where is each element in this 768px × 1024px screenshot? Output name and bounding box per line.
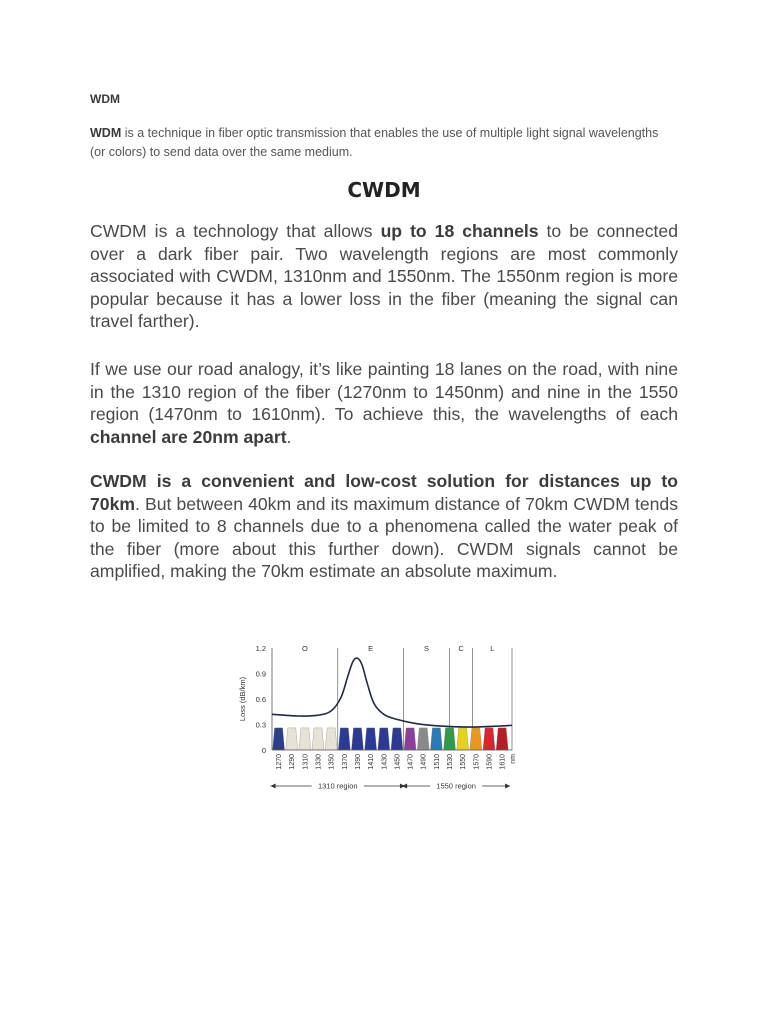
- channel-bar-1410: [365, 728, 377, 750]
- channel-bar-1390: [351, 728, 363, 750]
- channel-bar-1570: [470, 728, 482, 750]
- p1-bold: up to 18 channels: [380, 221, 539, 241]
- region-arrowhead-left: [271, 784, 276, 789]
- channel-bar-1610: [496, 728, 508, 750]
- chart-svg: [228, 632, 528, 802]
- p2-text-c: .: [286, 426, 292, 447]
- channel-bar-1430: [378, 728, 390, 750]
- band-label: C: [458, 644, 464, 653]
- p3-bold: CWDM is a convenient and low-cost solution for distances up to 70km: [90, 471, 678, 514]
- cwdm-paragraph-3: [90, 470, 678, 583]
- x-tick-label: 1330: [315, 754, 323, 770]
- x-tick-label: 1370: [341, 754, 349, 770]
- cwdm-paragraph-2: [90, 358, 678, 448]
- x-tick-label: 1310: [302, 754, 310, 770]
- wdm-heading: WDM: [90, 92, 120, 106]
- region-label: 1550 region: [436, 781, 476, 791]
- y-tick-label: 0: [261, 746, 266, 755]
- region-arrowhead-right: [505, 784, 510, 789]
- channel-bar-1550: [457, 728, 469, 750]
- wdm-term: WDM: [90, 126, 122, 140]
- channel-bar-1530: [444, 728, 456, 750]
- channel-bar-1310: [299, 728, 311, 750]
- cwdm-loss-chart: [228, 632, 528, 802]
- x-tick-label: 1450: [394, 754, 402, 770]
- band-label: L: [490, 644, 495, 653]
- channel-bar-1350: [325, 728, 337, 750]
- x-tick-label: 1570: [473, 754, 481, 770]
- channel-bar-1270: [273, 728, 285, 750]
- x-tick-label: 1530: [447, 754, 455, 770]
- x-tick-label: 1550: [460, 754, 468, 770]
- channel-bar-1370: [338, 728, 350, 750]
- channel-bar-1490: [417, 728, 429, 750]
- x-tick-label: 1270: [276, 754, 284, 770]
- region-label: 1310 region: [317, 781, 358, 791]
- p1-text-a: CWDM is a technology that allows: [90, 221, 381, 241]
- p1-text-c: to be connected over a dark fiber pair. Two wavelength regions are most commonly associated with CWDM, 1310nm and 1550nm. The 1550nm region is more popular because it has a lower loss in the fiber (meaning the signal can travel farther).: [90, 221, 678, 332]
- p2-bold: channel are 20nm apart: [90, 426, 287, 447]
- channel-bar-1330: [312, 728, 324, 750]
- x-tick-label: 1390: [354, 754, 362, 770]
- x-tick-label: 1350: [328, 754, 336, 770]
- channel-bar-1510: [430, 728, 442, 750]
- cwdm-title: CWDM: [347, 178, 421, 202]
- channel-bar-1590: [483, 728, 495, 750]
- x-tick-label: 1430: [381, 754, 389, 770]
- x-tick-label: 1410: [368, 754, 376, 770]
- wdm-definition: [90, 124, 670, 162]
- channel-bar-1290: [286, 728, 298, 750]
- band-label: O: [301, 644, 308, 653]
- y-tick-label: 0.9: [255, 669, 266, 679]
- y-tick-label: 0.3: [255, 720, 266, 730]
- cwdm-paragraph-1: [90, 220, 678, 333]
- p2-text-a: If we use our road analogy, it’s like painting 18 lanes on the road, with nine in the 1310 region of the fiber (1270nm to 1450nm) and nine in the 1550 region (1470nm to 1610nm). To achieve this, the wavelengths of each: [90, 359, 678, 425]
- x-tick-label: 1470: [407, 754, 415, 770]
- region-arrowhead-left: [402, 784, 407, 789]
- wdm-definition-text: is a technique in fiber optic transmission that enables the use of multiple light signal wavelengths (or colors) to send data over the same medium.: [90, 126, 659, 159]
- x-tick-label: 1290: [289, 754, 297, 770]
- channel-bar-1450: [391, 728, 403, 750]
- y-tick-label: 0.6: [255, 695, 266, 704]
- band-label: S: [424, 644, 430, 653]
- x-unit-label: nm: [510, 754, 517, 764]
- x-tick-label: 1510: [433, 754, 441, 770]
- p3-text-c: . But between 40km and its maximum distance of 70km CWDM tends to be limited to 8 channels due to a phenomena called the water peak of the fiber (more about this further down). CWDM signals cannot be amplified, making the 70km estimate an absolute maximum.: [90, 493, 678, 582]
- channel-bar-1470: [404, 728, 416, 750]
- band-label: E: [368, 644, 374, 653]
- loss-curve: [272, 658, 512, 727]
- y-axis-label: Loss (dB/km): [238, 676, 247, 722]
- y-tick-label: 1.2: [255, 644, 266, 653]
- x-tick-label: 1490: [420, 754, 428, 770]
- x-tick-label: 1590: [486, 754, 494, 770]
- x-tick-label: 1610: [499, 754, 507, 770]
